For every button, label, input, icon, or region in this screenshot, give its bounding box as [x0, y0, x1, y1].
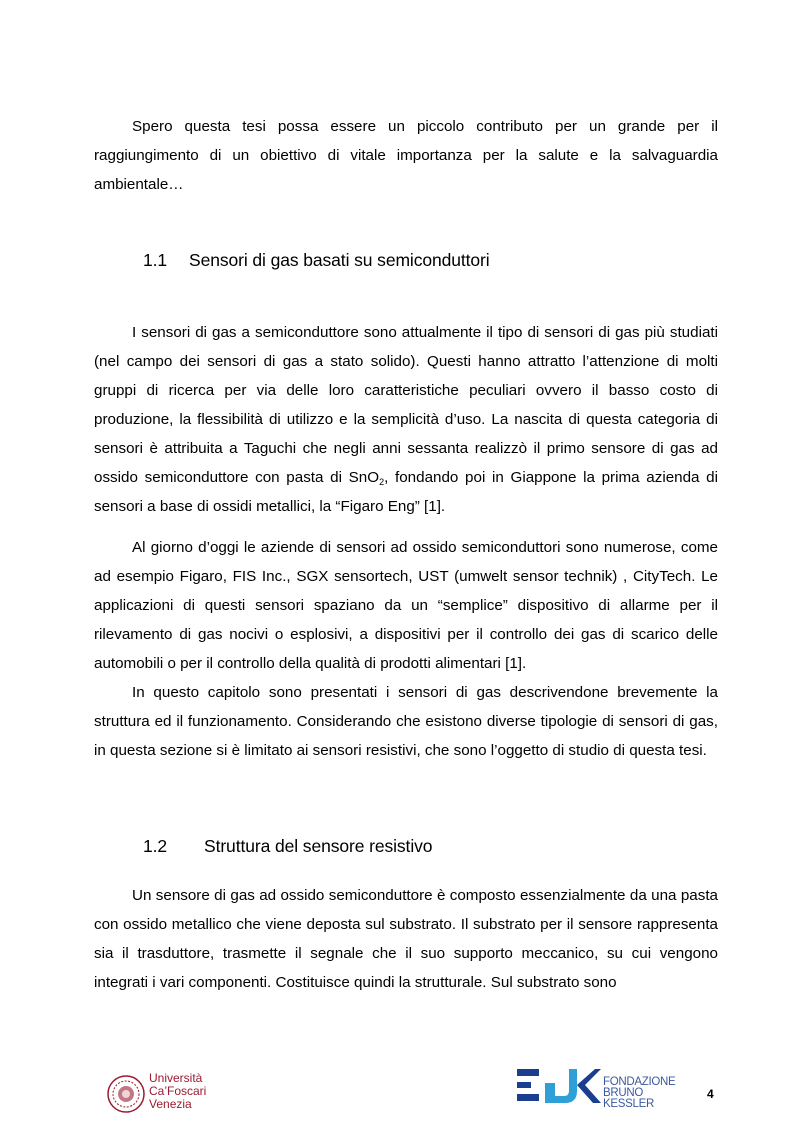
page-number: 4 — [707, 1087, 714, 1101]
fbk-name-line1: FONDAZIONE — [603, 1076, 676, 1088]
intro-paragraph: Spero questa tesi possa essere un piccolo contributo per un grande per il raggiungimento di un obiettivo di vitale importanza per la salute e la salvaguardia ambientale… — [94, 118, 718, 193]
section-heading-1-1 — [143, 250, 490, 271]
paragraph-text: I sensori di gas a semiconduttore sono attualmente il tipo di sensori di gas più studiati (nel campo dei sensori di gas a stato solido). Questi hanno attratto l’attenzione di molti gruppi di ricerca per via delle loro caratteristiche peculiari ovvero il basso costo di produzione, la flessibilità di utilizzo e la semplicità d’uso. La nascita di questa categoria di sensori è attribuita a Taguchi che negli anni sessanta realizzò il primo sensore di gas ad ossido semiconduttore con pasta di SnO — [94, 324, 718, 486]
section1-paragraph-2: Al giorno d’oggi le aziende di sensori ad ossido semiconduttori sono numerose, come ad esempio Figaro, FIS Inc., SGX sensortech, UST (umwelt sensor technik) , CityTech. Le applicazioni di questi sensori spaziano da un “semplice” dispositivo di allarme per il rilevamento di gas nocivi o esplosivi, a dispositivi per il controllo dei gas di scarico delle automobili o per il controllo della qualità di prodotti alimentari [1]. — [94, 539, 718, 672]
section-title: Sensori di gas basati su semiconduttori — [189, 250, 490, 270]
unive-name-line2: Ca’Foscari — [149, 1084, 207, 1098]
section2-paragraph-1: Un sensore di gas ad ossido semiconduttore è composto essenzialmente da una pasta con ossido metallico che viene deposta sul substrato. Il substrato per il sensore rappresenta sia il trasduttore, trasmette il segnale che il suo supporto meccanico, su cui vengono integrati i vari componenti. Costituisce quindi la strutturale. Sul substrato sono — [94, 887, 718, 991]
fbk-mark-icon — [515, 1065, 601, 1113]
paragraph-text: , fondando poi in Giappone la prima azienda di sensori a base di ossidi metallici, la “Figaro Eng” [1]. — [94, 469, 718, 515]
unive-seal-icon — [106, 1074, 146, 1114]
unive-name-line1: Università — [149, 1071, 203, 1085]
section-heading-1-2 — [143, 836, 432, 857]
fbk-logo — [515, 1065, 695, 1115]
section-number: 1.1 — [143, 250, 168, 270]
section1-paragraph-3: In questo capitolo sono presentati i sensori di gas descrivendone brevemente la struttura ed il funzionamento. Considerando che esistono diverse tipologie di sensori di gas, in questa sezione si è limitato ai sensori resistivi, che sono l’oggetto di studio di questa tesi. — [94, 684, 718, 759]
section1-paragraph-1 — [94, 318, 718, 521]
subscript: 2 — [379, 477, 385, 487]
section-number: 1.2 — [143, 836, 168, 856]
unive-logo — [106, 1070, 226, 1118]
unive-name-line3: Venezia — [149, 1097, 192, 1111]
section-title: Struttura del sensore resistivo — [204, 836, 433, 856]
fbk-name-line2: BRUNO KESSLER — [603, 1087, 654, 1110]
